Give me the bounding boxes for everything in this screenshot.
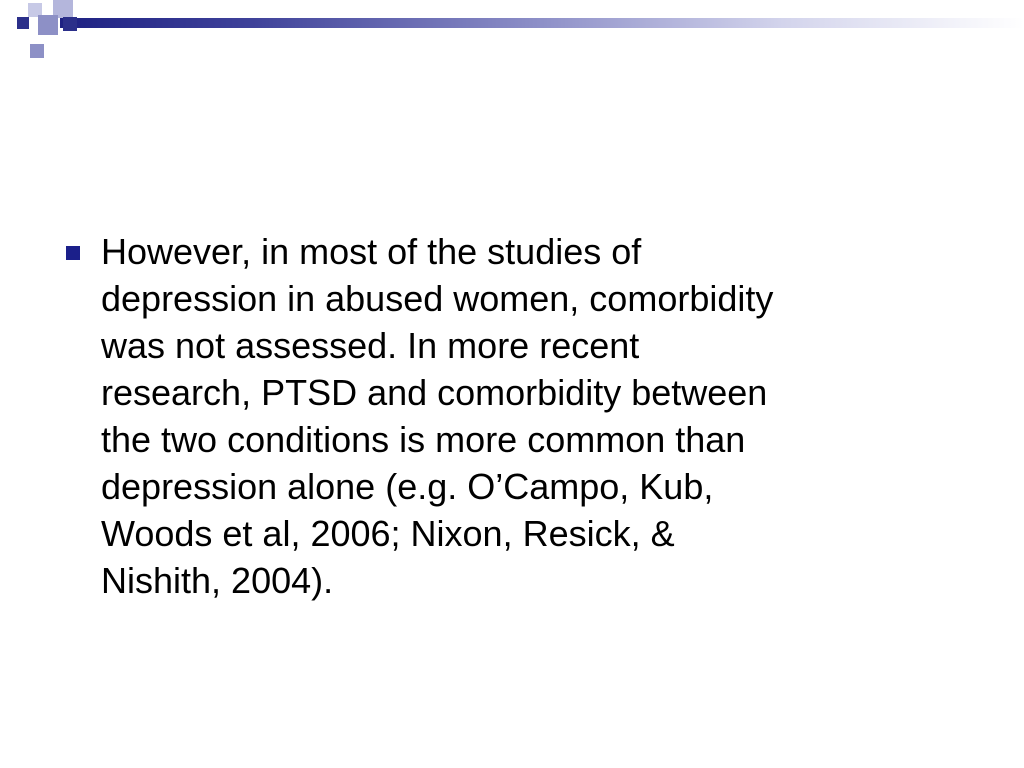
- bullet-text: However, in most of the studies of depression in abused women, comorbidity was not assessed. In more recent research, PTSD and comorbidity between the two conditions is more common than depression alone (e.g. O’Campo, Kub, Woods et al, 2006; Nixon, Resick, & Nishith, 2004).: [101, 231, 774, 601]
- deco-square: [63, 17, 77, 31]
- deco-square: [30, 44, 44, 58]
- slide-body: [66, 228, 966, 604]
- deco-square: [17, 17, 29, 29]
- square-bullet-icon: [66, 246, 80, 260]
- bullet-item: [66, 228, 966, 604]
- deco-square: [38, 15, 58, 35]
- header-decoration: [0, 0, 1024, 70]
- header-gradient-bar: [60, 18, 1024, 28]
